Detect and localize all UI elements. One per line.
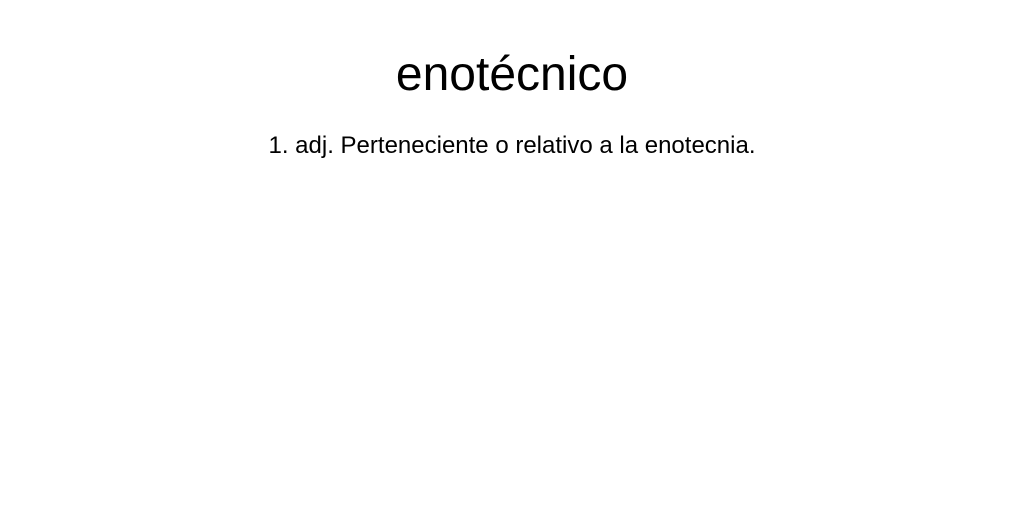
entry-headword: enotécnico (395, 48, 629, 101)
entry-definition-1: 1. adj. Perteneciente o relativo a la enotecnia. (268, 132, 756, 159)
